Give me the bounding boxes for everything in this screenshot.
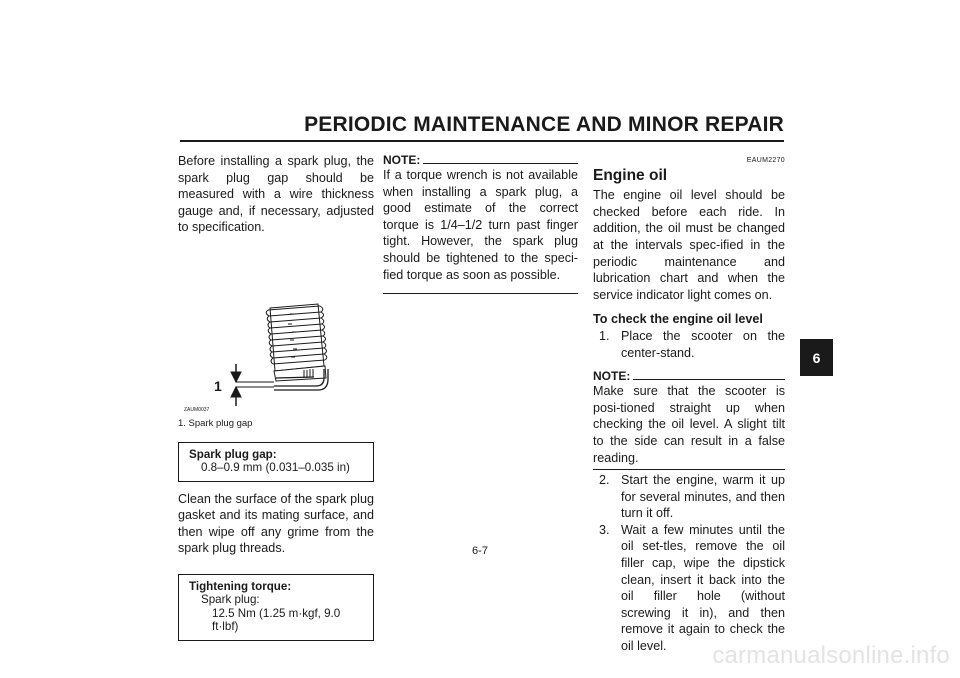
page-number: 6-7 — [472, 545, 488, 557]
engine-oil-intro: The engine oil level should be checked before each ride. In addition, the oil must be changed at the intervals spec-ified in the periodic maintenance and lubrication chart and when the service indicator light comes on. — [593, 188, 785, 302]
step-1 — [593, 328, 785, 361]
note-header-rule — [423, 163, 578, 164]
note-header-rule-right — [633, 379, 785, 380]
section-reference-code: EAUM2270 — [746, 157, 785, 164]
spark-plug-gap-illustration — [178, 236, 374, 416]
section-title-engine-oil: Engine oil — [593, 166, 668, 184]
note-end-rule-right — [593, 469, 785, 470]
step-1-number: 1. — [599, 328, 610, 343]
step-2-number: 2. — [599, 473, 610, 488]
column-left — [178, 153, 374, 641]
torque-spec-label: Tightening torque: — [189, 579, 292, 593]
step-3-text: Wait a few minutes until the oil set-tles, remove the oil filler cap, wipe the dipstick clean, insert it back into the oil filler hole (without screwing it in), and then remove it again to check the oil level. — [621, 522, 785, 654]
tightening-torque-spec-box — [178, 574, 374, 641]
figure-code: ZAUM0037 — [184, 406, 210, 413]
note-end-rule — [383, 293, 578, 294]
step-3 — [593, 522, 785, 655]
spark-plug-gap-intro: Before installing a spark plug, the spark plug gap should be measured with a wire thickness gauge and, if necessary, adjusted to specification. — [178, 154, 374, 235]
header-rule — [180, 140, 784, 142]
note-label-right: NOTE: — [593, 368, 631, 383]
step-1-text: Place the scooter on the center-stand. — [621, 328, 785, 360]
step-3-number: 3. — [599, 522, 610, 537]
cleaning-instructions: Clean the surface of the spark plug gasket and its mating surface, and then wipe off any grime from the spark plug threads. — [178, 491, 374, 556]
chapter-tab: 6 — [800, 339, 833, 376]
figure-caption: 1. Spark plug gap — [178, 417, 253, 429]
scooter-position-note: Make sure that the scooter is posi-tioned straight up when checking the oil level. A slight tilt to the side can result in a false reading. — [593, 384, 785, 465]
check-oil-level-heading: To check the engine oil level — [593, 312, 763, 327]
spark-plug-figure — [178, 236, 374, 416]
torque-spec-item: Spark plug: — [201, 593, 260, 607]
column-right — [593, 153, 785, 655]
torque-wrench-note: If a torque wrench is not available when installing a spark plug, a good estimate of the correct torque is 1/4–1/2 turn past finger tight. However, the spark plug should be tightened to the speci-fied torque as soon as possible. — [383, 168, 578, 282]
figure-callout-1: 1 — [214, 377, 222, 394]
torque-spec-value: 12.5 Nm (1.25 m·kgf, 9.0 ft·lbf) — [212, 606, 341, 634]
gap-spec-label: Spark plug gap: — [189, 447, 277, 461]
step-2-text: Start the engine, warm it up for several minutes, and then turn it off. — [621, 473, 785, 521]
note-header — [383, 153, 578, 167]
gap-spec-value: 0.8–0.9 mm (0.031–0.035 in) — [201, 461, 350, 475]
note-header-right — [593, 369, 785, 383]
page-header-title: PERIODIC MAINTENANCE AND MINOR REPAIR — [304, 113, 784, 136]
spark-plug-gap-spec-box — [178, 442, 374, 482]
watermark: carmanualsonline.info — [712, 642, 950, 669]
step-2 — [593, 472, 785, 522]
column-middle — [383, 153, 578, 294]
note-label: NOTE: — [383, 152, 421, 167]
